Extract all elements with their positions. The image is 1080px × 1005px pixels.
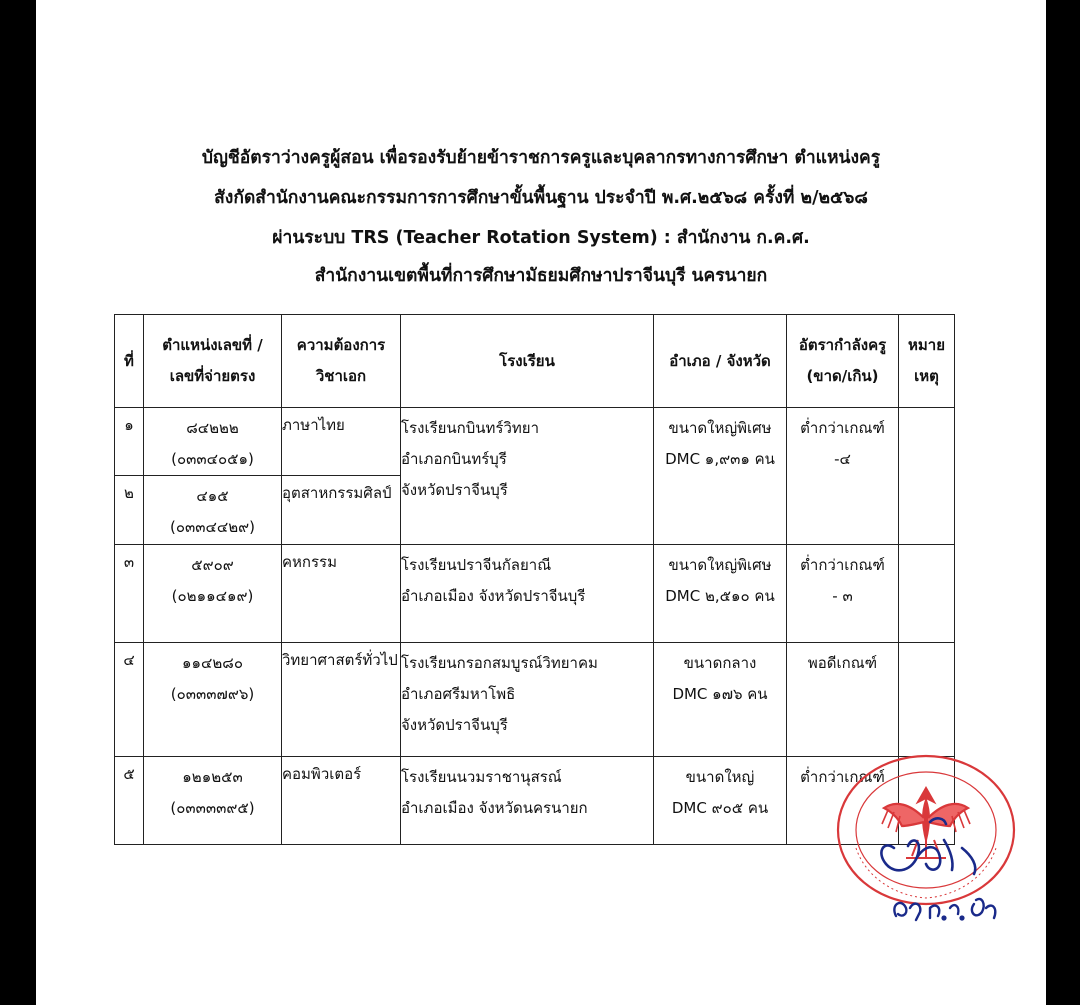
row-school: โรงเรียนปราจีนกัลยาณี อำเภอเมือง จังหวัดปราจีนบุรี [401, 545, 654, 643]
row-note [899, 545, 955, 643]
row-note [899, 643, 955, 757]
row-major: คหกรรม [282, 545, 401, 643]
table-row [115, 643, 955, 757]
table-row [115, 545, 955, 643]
row-major: วิทยาศาสตร์ทั่วไป [282, 643, 401, 757]
header-note: หมาย เหตุ [899, 315, 955, 408]
header-district: อำเภอ / จังหวัด [654, 315, 787, 408]
row-school: โรงเรียนกรอกสมบูรณ์วิทยาคม อำเภอศรีมหาโพธิ จังหวัดปราจีนบุรี [401, 643, 654, 757]
row-rate: ต่ำกว่าเกณฑ์ [787, 757, 899, 845]
table-row [115, 408, 955, 476]
row-position: ๑๒๑๒๕๓ (๐๓๓๓๓๙๕) [144, 757, 282, 845]
row-rate: พอดีเกณฑ์ [787, 643, 899, 757]
header-school: โรงเรียน [401, 315, 654, 408]
title-line-2: สังกัดสำนักงานคณะกรรมการการศึกษาขั้นพื้นฐาน ประจำปี พ.ศ.๒๕๖๘ ครั้งที่ ๒/๒๕๖๘ [214, 188, 868, 208]
row-position: ๘๔๒๒๒ (๐๓๓๔๐๕๑) [144, 408, 282, 476]
row-position: ๔๑๕ (๐๓๓๔๔๒๙) [144, 476, 282, 545]
official-seal-stamp [826, 748, 1026, 938]
garuda-seal-icon [838, 756, 1014, 904]
row-district: ขนาดใหญ่ DMC ๙๐๕ คน [654, 757, 787, 845]
header-rate: อัตรากำลังครู (ขาด/เกิน) [787, 315, 899, 408]
table-header-row [115, 315, 955, 408]
row-rate: ต่ำกว่าเกณฑ์ -๔ [787, 408, 899, 545]
row-major: ภาษาไทย [282, 408, 401, 476]
header-major: ความต้องการ วิชาเอก [282, 315, 401, 408]
row-major: อุตสาหกรรมศิลป์ [282, 476, 401, 545]
row-school: โรงเรียนกบินทร์วิทยา อำเภอกบินทร์บุรี จังหวัดปราจีนบุรี [401, 408, 654, 545]
row-position: ๑๑๔๒๘๐ (๐๓๓๓๗๙๖) [144, 643, 282, 757]
row-no: ๔ [115, 643, 144, 757]
title-line-3: ผ่านระบบ TRS (Teacher Rotation System) : สำนักงาน ก.ค.ศ. [272, 228, 810, 248]
document-page [36, 0, 1046, 1005]
row-no: ๕ [115, 757, 144, 845]
row-major: คอมพิวเตอร์ [282, 757, 401, 845]
row-no: ๑ [115, 408, 144, 476]
row-note [899, 408, 955, 545]
row-district: ขนาดใหญ่พิเศษ DMC ๑,๙๓๑ คน [654, 408, 787, 545]
row-school: โรงเรียนนวมราชานุสรณ์ อำเภอเมือง จังหวัดนครนายก [401, 757, 654, 845]
title-line-4: สำนักงานเขตพื้นที่การศึกษามัธยมศึกษาปราจีนบุรี นครนายก [314, 266, 768, 286]
row-district: ขนาดใหญ่พิเศษ DMC ๒,๕๑๐ คน [654, 545, 787, 643]
header-position: ตำแหน่งเลขที่ / เลขที่จ่ายตรง [144, 315, 282, 408]
row-position: ๕๙๐๙ (๐๒๑๑๔๑๙) [144, 545, 282, 643]
row-district: ขนาดกลาง DMC ๑๗๖ คน [654, 643, 787, 757]
title-line-1: บัญชีอัตราว่างครูผู้สอน เพื่อรองรับย้ายข้าราชการครูและบุคลากรทางการศึกษา ตำแหน่งครู [201, 148, 881, 168]
row-rate: ต่ำกว่าเกณฑ์ - ๓ [787, 545, 899, 643]
header-no: ที่ [115, 315, 144, 408]
row-no: ๒ [115, 476, 144, 545]
row-no: ๓ [115, 545, 144, 643]
